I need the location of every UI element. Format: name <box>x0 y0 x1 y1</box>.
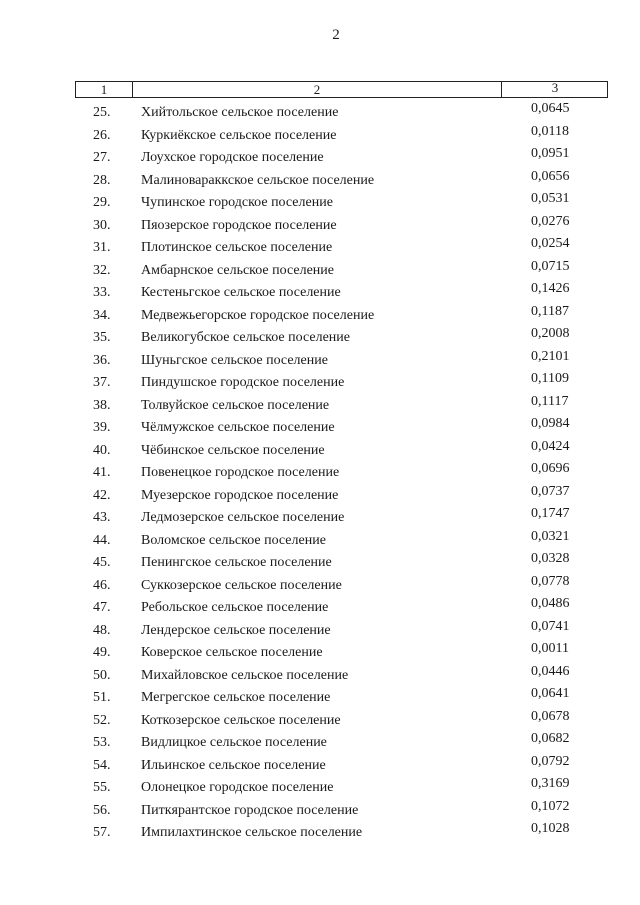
settlement-name: Пяозерское городское поселение <box>141 217 337 233</box>
row-number: 32. <box>93 262 111 278</box>
coefficient-value: 0,3169 <box>531 776 570 791</box>
table-row <box>0 731 640 754</box>
table-row <box>0 349 640 372</box>
settlement-name: Михайловское сельское поселение <box>141 667 349 683</box>
settlement-name: Коткозерское сельское поселение <box>141 712 341 728</box>
table-row <box>0 506 640 529</box>
row-number: 51. <box>93 690 111 705</box>
coefficient-value: 0,0741 <box>531 618 570 634</box>
column-header-2: 2 <box>133 82 502 97</box>
row-number: 40. <box>93 442 111 458</box>
coefficient-value: 0,1117 <box>531 393 569 409</box>
table-row <box>0 754 640 777</box>
coefficient-value: 0,0656 <box>531 168 570 184</box>
settlement-name: Лоухское городское поселение <box>141 150 324 165</box>
table-row <box>0 146 640 169</box>
coefficient-value: 0,0984 <box>531 416 570 431</box>
row-number: 43. <box>93 510 111 525</box>
settlement-name: Плотинское сельское поселение <box>141 240 333 255</box>
column-header-1: 1 <box>76 82 133 97</box>
coefficient-value: 0,0328 <box>531 551 570 566</box>
settlement-name: Суккозерское сельское поселение <box>141 577 342 593</box>
table-row <box>0 236 640 259</box>
settlement-name: Воломское сельское поселение <box>141 532 326 548</box>
settlement-name: Медвежьегорское городское поселение <box>141 307 375 323</box>
coefficient-value: 0,0778 <box>531 573 570 589</box>
coefficient-value: 0,0645 <box>531 101 570 116</box>
coefficient-value: 0,0424 <box>531 438 570 454</box>
row-number: 56. <box>93 802 111 818</box>
row-number: 27. <box>93 150 111 165</box>
settlement-name: Ребольское сельское поселение <box>141 600 329 615</box>
settlement-name: Лендерское сельское поселение <box>141 622 331 638</box>
table-row <box>0 551 640 574</box>
column-header-3: 3 <box>551 80 559 95</box>
table-row <box>0 709 640 732</box>
coefficient-value: 0,0276 <box>531 213 570 229</box>
settlement-name: Мегрегское сельское поселение <box>141 690 331 705</box>
row-number: 30. <box>93 217 111 233</box>
coefficient-value: 0,0486 <box>531 596 570 611</box>
coefficient-value: 0,1109 <box>531 371 569 386</box>
table-row <box>0 169 640 192</box>
table-row <box>0 686 640 709</box>
row-number: 33. <box>93 285 111 300</box>
row-number: 55. <box>93 780 111 795</box>
row-number: 31. <box>93 240 111 255</box>
coefficient-value: 0,0118 <box>531 123 569 139</box>
coefficient-value: 0,0737 <box>531 483 570 499</box>
settlement-name: Олонецкое городское поселение <box>141 780 334 795</box>
table-row <box>0 371 640 394</box>
settlement-name: Чёлмужское сельское поселение <box>141 420 335 435</box>
coefficient-value: 0,0254 <box>531 236 570 251</box>
settlement-name: Питкярантское городское поселение <box>141 802 359 818</box>
row-number: 48. <box>93 622 111 638</box>
row-number: 34. <box>93 307 111 323</box>
row-number: 45. <box>93 555 111 570</box>
table-row <box>0 214 640 237</box>
page-number: 2 <box>332 27 340 43</box>
row-number: 54. <box>93 757 111 773</box>
settlement-name: Толвуйское сельское поселение <box>141 397 330 413</box>
settlement-name: Хийтольское сельское поселение <box>141 105 339 120</box>
table-row <box>0 619 640 642</box>
settlement-name: Муезерское городское поселение <box>141 487 339 503</box>
settlement-name: Пенингское сельское поселение <box>141 555 332 570</box>
table-row <box>0 799 640 822</box>
coefficient-value: 0,2008 <box>531 326 570 341</box>
table-row <box>0 461 640 484</box>
table-row <box>0 191 640 214</box>
row-number: 37. <box>93 375 111 390</box>
coefficient-value: 0,1747 <box>531 506 570 521</box>
settlement-name: Ильинское сельское поселение <box>141 757 326 773</box>
row-number: 36. <box>93 352 111 368</box>
table-row <box>0 259 640 282</box>
coefficient-value: 0,0951 <box>531 146 570 161</box>
table-row <box>0 394 640 417</box>
row-number: 26. <box>93 127 111 143</box>
coefficient-value: 0,0531 <box>531 191 570 206</box>
row-number: 42. <box>93 487 111 503</box>
table-row <box>0 304 640 327</box>
coefficient-value: 0,1187 <box>531 303 569 319</box>
table-row <box>0 326 640 349</box>
row-number: 35. <box>93 330 111 345</box>
coefficient-value: 0,0641 <box>531 686 570 701</box>
settlement-name: Пиндушское городское поселение <box>141 375 345 390</box>
settlement-name: Малиновараккское сельское поселение <box>141 172 375 188</box>
table-row <box>0 124 640 147</box>
settlement-name: Повенецкое городское поселение <box>141 465 340 480</box>
row-number: 38. <box>93 397 111 413</box>
table-body <box>0 101 640 844</box>
settlement-name: Куркиёкское сельское поселение <box>141 127 337 143</box>
coefficient-value: 0,2101 <box>531 348 570 364</box>
row-number: 50. <box>93 667 111 683</box>
row-number: 57. <box>93 825 111 840</box>
row-number: 29. <box>93 195 111 210</box>
row-number: 28. <box>93 172 111 188</box>
settlement-name: Ледмозерское сельское поселение <box>141 510 345 525</box>
coefficient-value: 0,0678 <box>531 708 570 724</box>
table-row <box>0 596 640 619</box>
coefficient-value: 0,1072 <box>531 798 570 814</box>
coefficient-value: 0,1028 <box>531 821 570 836</box>
coefficient-value: 0,0715 <box>531 258 570 274</box>
row-number: 53. <box>93 735 111 750</box>
table-row <box>0 529 640 552</box>
row-number: 46. <box>93 577 111 593</box>
table-row <box>0 574 640 597</box>
table-row <box>0 281 640 304</box>
settlement-name: Кестеньгское сельское поселение <box>141 285 341 300</box>
coefficient-value: 0,0446 <box>531 663 570 679</box>
coefficient-value: 0,0792 <box>531 753 570 769</box>
row-number: 47. <box>93 600 111 615</box>
settlement-name: Чёбинское сельское поселение <box>141 442 325 458</box>
row-number: 39. <box>93 420 111 435</box>
coefficient-value: 0,0011 <box>531 641 569 656</box>
coefficient-value: 0,0696 <box>531 461 570 476</box>
row-number: 25. <box>93 105 111 120</box>
coefficient-value: 0,0321 <box>531 528 570 544</box>
table-header-row <box>75 81 608 98</box>
settlement-name: Коверское сельское поселение <box>141 645 323 660</box>
table-row <box>0 776 640 799</box>
settlement-name: Чупинское городское поселение <box>141 195 333 210</box>
row-number: 49. <box>93 645 111 660</box>
settlement-name: Видлицкое сельское поселение <box>141 735 327 750</box>
table-row <box>0 101 640 124</box>
settlement-name: Шуньгское сельское поселение <box>141 352 328 368</box>
coefficient-value: 0,0682 <box>531 731 570 746</box>
row-number: 52. <box>93 712 111 728</box>
row-number: 41. <box>93 465 111 480</box>
table-row <box>0 664 640 687</box>
settlement-name: Импилахтинское сельское поселение <box>141 825 363 840</box>
table-row <box>0 821 640 844</box>
settlement-name: Амбарнское сельское поселение <box>141 262 334 278</box>
coefficient-value: 0,1426 <box>531 281 570 296</box>
row-number: 44. <box>93 532 111 548</box>
table-row <box>0 416 640 439</box>
settlement-name: Великогубское сельское поселение <box>141 330 350 345</box>
table-row <box>0 641 640 664</box>
table-row <box>0 439 640 462</box>
table-row <box>0 484 640 507</box>
